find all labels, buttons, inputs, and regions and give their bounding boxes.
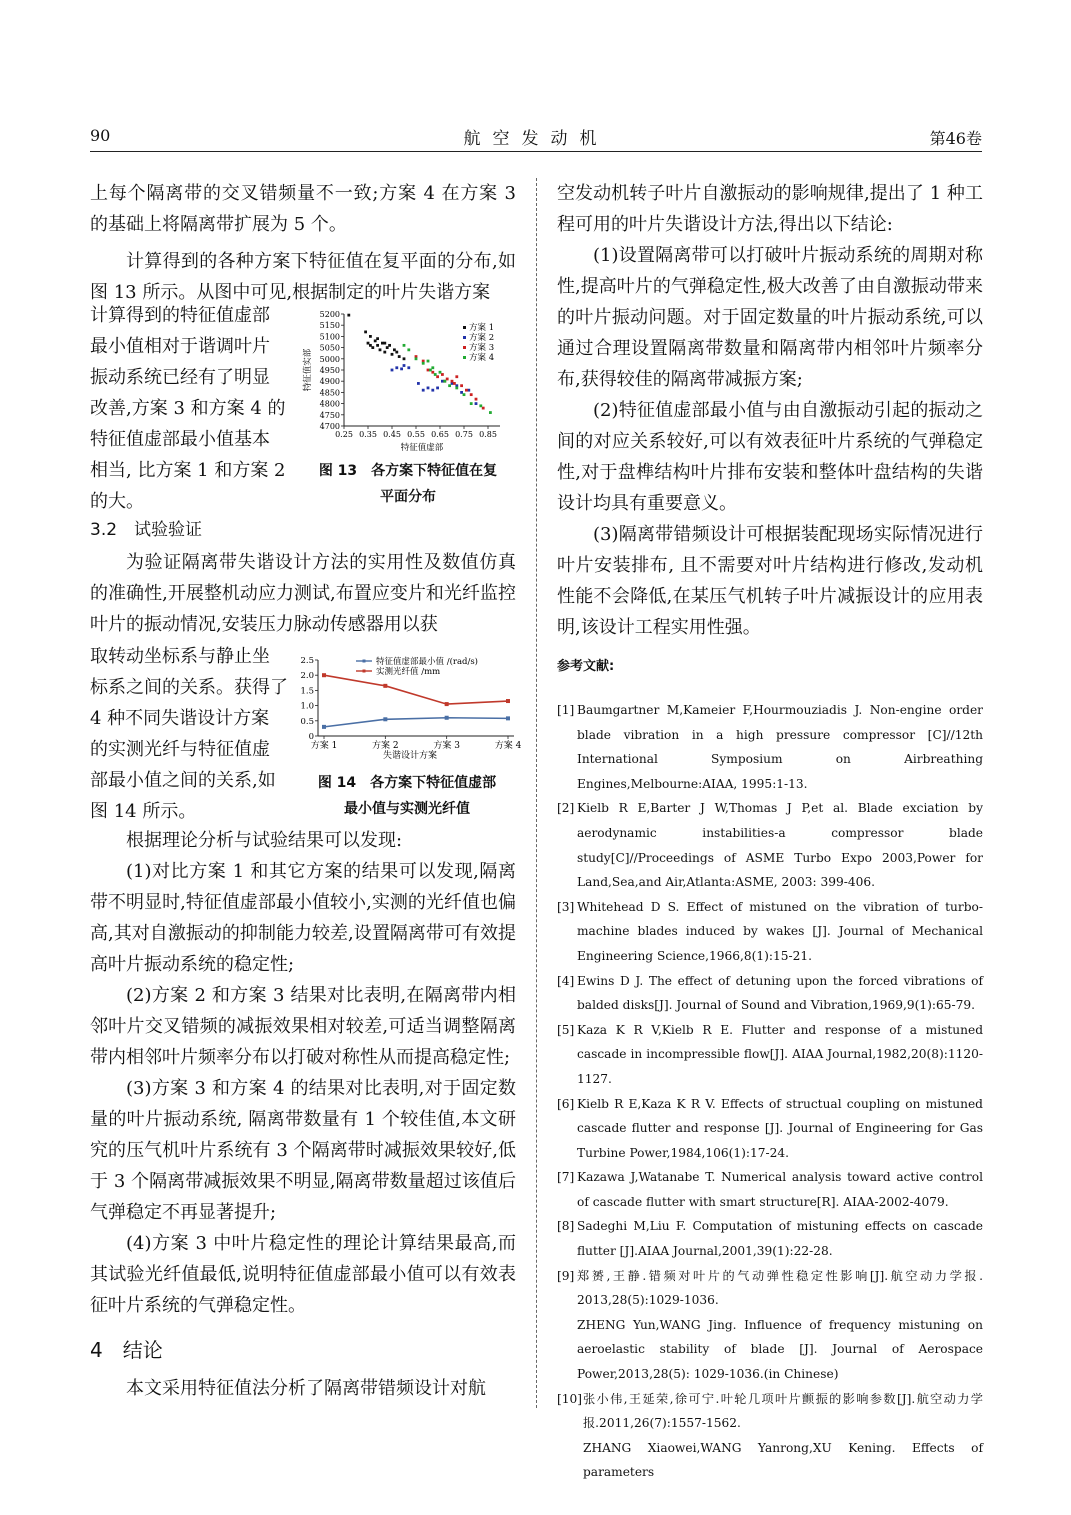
paragraph: 本文采用特征值法分析了隔离带错频设计对航 <box>126 1378 486 1399</box>
data-point <box>470 402 473 405</box>
y-tick-label: 5150 <box>319 321 340 331</box>
data-point <box>460 391 463 394</box>
data-point <box>415 357 418 360</box>
data-point <box>403 344 406 347</box>
caption-line: 图 14 各方案下特征值虚部 <box>317 775 497 791</box>
paragraph: (2)特征值虚部最小值与由自激振动引起的振动之间的对应关系较好,可以有效表征叶片系统的气弹稳定性,对于盘榫结构叶片排布安装和整体叶盘结构的失谐设计均具有重要意义。 <box>557 400 983 514</box>
legend-marker <box>363 670 366 673</box>
data-point <box>391 369 394 372</box>
reference-text <box>577 1214 983 1263</box>
x-tick-label: 0.25 <box>335 430 353 439</box>
x-tick-label: 方案 1 <box>310 741 338 751</box>
series-line <box>324 718 508 727</box>
data-point <box>443 380 446 383</box>
reference-text <box>577 698 983 796</box>
paragraph: (3)隔离带错频设计可根据装配现场实际情况进行叶片安装排布, 且不需要对叶片结构进行修改,发动机性能不会降低,在某压气机转子叶片减振设计的应用表明,该设计工程实用性强。 <box>557 524 983 638</box>
reference-item <box>557 895 983 969</box>
y-tick-label: 1.5 <box>300 686 314 697</box>
header-rule <box>90 151 982 152</box>
text-line: 的大。 <box>90 491 144 512</box>
reference-text-main: Whitehead D S. Effect of mistuned on the vibration of turbo-machine blades induced by wakes [J]. Journal of Mechanical Engineering Science,1966,8(1):15-21. <box>577 899 983 963</box>
text-line: 4 种不同失谐设计方案 <box>90 708 270 729</box>
reference-text <box>577 1018 983 1092</box>
y-tick-label: 5200 <box>319 310 340 319</box>
legend-label: 方案 2 <box>469 333 495 343</box>
paragraph: 计算得到的各种方案下特征值在复平面的分布,如图 13 所示。从图中可见,根据制定的叶片失谐方案 <box>90 251 516 303</box>
reference-number: [4] <box>557 973 575 988</box>
data-point <box>417 382 420 385</box>
x-tick-label: 0.65 <box>431 430 449 439</box>
reference-text-main: Baumgartner M,Kameier F,Hourmouziadis J. Non-engine order blade vibration in a high pressure compressor [C]//12th International Symposium on Airbreathing Engines,Melbourne:AIAA, 1995:1-13. <box>577 703 983 791</box>
y-tick-label: 4900 <box>319 377 340 387</box>
reference-number: [7] <box>557 1170 575 1185</box>
data-point <box>467 389 470 392</box>
reference-number: [8] <box>557 1219 575 1234</box>
data-point <box>383 342 386 345</box>
scatter-chart <box>300 308 516 460</box>
reference-number: [6] <box>557 1096 575 1111</box>
reference-text-main: Sadeghi M,Liu F. Computation of mistuning effects on cascade flutter [J].AIAA Journal,2001,39(1):22-28. <box>577 1219 983 1259</box>
data-point <box>455 375 458 378</box>
data-point <box>364 331 367 334</box>
reference-item <box>557 1018 983 1092</box>
data-point <box>451 380 454 383</box>
legend-marker <box>463 356 466 359</box>
legend-marker <box>363 660 366 663</box>
data-point <box>441 380 444 383</box>
data-point <box>465 389 468 392</box>
section-heading-4: 4 结论 <box>90 1338 163 1362</box>
text-line: 的实测光纤与特征值虚 <box>90 739 270 760</box>
journal-title: 航空发动机 <box>463 129 609 149</box>
reference-text-translation: ZHENG Yun,WANG Jing. Influence of frequency mistuning on aeroelastic stability of blade [J]. Journal of Aerospace Power,2013,28(5): 1029-1036.(in Chinese) <box>577 1317 983 1382</box>
data-point <box>374 339 377 342</box>
data-point <box>369 344 372 347</box>
legend-marker <box>463 336 466 339</box>
reference-text-translation: ZHANG Xiaowei,WANG Yanrong,XU Kening. Effects of parameters <box>583 1440 983 1480</box>
text-line: 相当, 比方案 1 和方案 2 <box>90 460 286 481</box>
y-tick-label: 2.5 <box>300 656 314 666</box>
data-point <box>455 387 458 390</box>
text-line: 振动系统已经有了明显 <box>90 367 270 388</box>
paragraph: (1)对比方案 1 和其它方案的结果可以发现,隔离带不明显时,特征值虚部最小值较小,实测的光纤值也偏高,其对自激振动的抑制能力较差,设置隔离带可有效提高叶片振动系统的稳定性; <box>90 861 516 975</box>
reference-text <box>583 1387 983 1485</box>
left-wrap-text-2 <box>90 641 296 827</box>
reference-item <box>557 796 983 894</box>
paragraph: 上每个隔离带的交叉错频量不一致;方案 4 在方案 3 的基础上将隔离带扩展为 5 个。 <box>90 183 516 235</box>
x-tick-label: 方案 2 <box>372 741 399 751</box>
reference-text-main: Kaza K R V,Kielb R E. Flutter and response of a mistuned cascade in incompressible flow[J]. AIAA Journal,1982,20(8):1120-1127. <box>577 1022 983 1086</box>
data-point <box>398 355 401 358</box>
paragraph: (1)设置隔离带可以打破叶片振动系统的周期对称性,提高叶片的气弹稳定性,极大改善了由自激振动带来的叶片振动问题。对于固定数量的叶片振动系统,可以通过合理设置隔离带数量和隔离带内相邻叶片频率分布,获得较佳的隔离带减振方案; <box>557 245 983 390</box>
y-axis-label: 特征值实部 <box>303 348 313 392</box>
y-tick-label: 4800 <box>319 399 340 409</box>
caption-line: 最小值与实测光纤值 <box>344 801 470 817</box>
data-point <box>407 348 410 351</box>
data-point <box>445 702 449 706</box>
text-line: 改善,方案 3 和方案 4 的 <box>90 398 286 419</box>
reference-item <box>557 1264 983 1387</box>
reference-number: [9] <box>557 1268 575 1283</box>
data-point <box>393 348 396 351</box>
section-heading-3-2: 3.2 试验验证 <box>90 520 203 540</box>
data-point <box>369 335 372 338</box>
column-divider <box>536 178 537 1408</box>
data-point <box>431 366 434 369</box>
data-point <box>381 342 384 345</box>
data-point <box>388 344 391 347</box>
y-tick-label: 5000 <box>319 354 340 364</box>
x-tick-label: 0.35 <box>359 430 377 439</box>
data-point <box>395 366 398 369</box>
paragraph: (4)方案 3 中叶片稳定性的理论计算结果最高,而其试验光纤值最低,说明特征值虚部最小值可以有效表征叶片系统的气弹稳定性。 <box>90 1233 516 1316</box>
y-tick-label: 1.0 <box>300 701 314 712</box>
text-line: 标系之间的关系。获得了 <box>90 677 288 698</box>
reference-number: [1] <box>557 703 575 717</box>
reference-text <box>577 895 983 969</box>
data-point <box>445 716 449 720</box>
reference-item <box>557 1165 983 1214</box>
figure-14 <box>296 650 522 822</box>
right-column <box>557 178 983 643</box>
data-point <box>371 346 374 349</box>
y-tick-label: 4850 <box>319 388 340 398</box>
data-point <box>376 337 379 340</box>
data-point <box>431 389 434 392</box>
data-point <box>448 384 451 387</box>
legend-label: 特征值虚部最小值 /(rad/s) <box>376 657 478 667</box>
reference-text <box>577 1264 983 1387</box>
left-wrap-text-1 <box>90 300 296 517</box>
reference-item <box>557 1387 983 1485</box>
left-column-3 <box>90 825 516 1404</box>
data-point <box>386 346 389 349</box>
y-tick-label: 2.0 <box>300 671 314 682</box>
x-tick-label: 0.45 <box>383 430 401 439</box>
data-point <box>422 389 425 392</box>
y-tick-label: 5100 <box>319 332 340 342</box>
data-point <box>322 673 326 677</box>
data-point <box>422 362 425 365</box>
data-point <box>367 342 370 345</box>
data-point <box>479 404 482 407</box>
data-point <box>427 360 430 363</box>
data-point <box>506 716 510 720</box>
reference-text <box>577 1092 983 1166</box>
text-line: 部最小值之间的关系,如 <box>90 770 276 791</box>
figure-13 <box>300 308 516 510</box>
legend-label: 实测光纤值 /mm <box>376 667 441 677</box>
x-axis-label: 特征值虚部 <box>400 443 444 453</box>
y-tick-label: 4750 <box>319 410 340 420</box>
data-point <box>376 344 379 347</box>
data-point <box>391 353 394 356</box>
data-point <box>427 387 430 390</box>
legend-marker <box>463 326 466 329</box>
page-number: 90 <box>90 126 111 145</box>
paragraph: 为验证隔离带失谐设计方法的实用性及数值仿真的准确性,开展整机动应力测试,布置应变片和光纤监控叶片的振动情况,安装压力脉动传感器用以获 <box>90 552 516 635</box>
line-chart <box>296 650 522 768</box>
text-line: 特征值虚部最小值基本 <box>90 429 270 450</box>
left-column-2 <box>90 515 516 640</box>
y-tick-label: 0 <box>308 732 314 742</box>
reference-text <box>577 796 983 894</box>
data-point <box>482 407 485 410</box>
x-axis-label: 失谐设计方案 <box>382 751 438 761</box>
figure-14-caption <box>296 770 518 822</box>
reference-text-main: 郑赟,王静.错频对叶片的气动弹性稳定性影响[J].航空动力学报. 2013,28(5):1029-1036. <box>577 1268 983 1308</box>
text-line: 最小值相对于谐调叶片 <box>90 336 270 357</box>
data-point <box>460 384 463 387</box>
reference-text-main: Ewins D J. The effect of detuning upon the forced vibrations of balded disks[J]. Journal of Sound and Vibration,1969,9(1):65-79. <box>577 973 983 1013</box>
reference-number: [10] <box>557 1391 583 1406</box>
legend-label: 方案 3 <box>469 343 495 353</box>
text-line: 计算得到的特征值虚部 <box>90 305 270 326</box>
y-tick-label: 5050 <box>319 343 340 353</box>
data-point <box>429 369 432 372</box>
data-point <box>441 373 444 376</box>
data-point <box>453 382 456 385</box>
data-point <box>403 364 406 367</box>
data-point <box>489 411 492 414</box>
reference-item <box>557 1092 983 1166</box>
data-point <box>379 348 382 351</box>
paragraph: (2)方案 2 和方案 3 结果对比表明,在隔离带内相邻叶片交叉错频的减振效果相对较差,可适当调整隔离带内相邻叶片频率分布以打破对称性从而提高稳定性; <box>90 985 516 1068</box>
data-point <box>403 357 406 360</box>
y-tick-label: 4700 <box>319 422 340 431</box>
data-point <box>395 351 398 354</box>
running-header <box>90 124 982 150</box>
data-point <box>400 367 403 370</box>
reference-text <box>577 1165 983 1214</box>
data-point <box>383 684 387 688</box>
x-tick-label: 方案 3 <box>433 741 460 751</box>
data-point <box>439 371 442 374</box>
data-point <box>383 717 387 721</box>
paragraph: (3)方案 3 和方案 4 的结果对比表明,对于固定数量的叶片振动系统, 隔离带数量有 1 个较佳值,本文研究的压气机叶片系统有 3 个隔离带时减振效果较好,低于 3 个隔离带减振效果不明显,隔离带数量超过该值后气弹稳定不再显著提升; <box>90 1078 516 1223</box>
y-tick-label: 4950 <box>319 366 340 375</box>
references-title: 参考文献: <box>557 659 615 674</box>
reference-text-main: Kazawa J,Watanabe T. Numerical analysis toward active control of cascade flutter with smart structure[R]. AIAA-2002-4079. <box>577 1170 983 1209</box>
figure-13-caption <box>300 458 516 510</box>
left-column <box>90 178 516 308</box>
volume-label: 第46卷 <box>929 129 982 148</box>
data-point <box>463 393 466 396</box>
reference-text-main: Kielb R E,Kaza K R V. Effects of structual coupling on mistuned cascade flutter and response [J]. Journal of Engineering for Gas Turbine Power,1984,106(1):17-24. <box>577 1096 983 1160</box>
caption-line: 平面分布 <box>380 489 436 505</box>
reference-number: [3] <box>557 899 575 914</box>
data-point <box>446 378 449 381</box>
reference-list <box>557 698 983 1485</box>
series-line <box>324 675 508 704</box>
reference-item <box>557 1214 983 1263</box>
legend-marker <box>463 346 466 349</box>
data-point <box>475 402 478 405</box>
x-tick-label: 0.55 <box>407 430 425 439</box>
reference-text <box>577 969 983 1018</box>
reference-number: [5] <box>557 1022 575 1037</box>
data-point <box>470 393 473 396</box>
reference-item <box>557 969 983 1018</box>
data-point <box>436 387 439 390</box>
data-point <box>434 373 437 376</box>
x-tick-label: 0.85 <box>479 430 497 439</box>
text-line: 图 14 所示。 <box>90 801 197 822</box>
y-tick-label: 0.5 <box>300 716 314 727</box>
reference-text-main: Kielb R E,Barter J W,Thomas J P,et al. Blade exciation by aerodynamic instabilities-a compressor blade study[C]//Proceedings of ASME Turbo Expo 2003,Power for Land,Sea,and Air,Atlanta:ASME, 2003: 399-406. <box>577 801 983 890</box>
x-tick-label: 方案 4 <box>494 741 522 751</box>
paragraph: 根据理论分析与试验结果可以发现: <box>126 830 403 851</box>
data-point <box>322 725 326 729</box>
reference-number: [2] <box>557 801 575 816</box>
data-point <box>431 371 434 374</box>
data-point <box>383 351 386 354</box>
data-point <box>475 398 478 401</box>
text-line: 取转动坐标系与静止坐 <box>90 646 270 667</box>
data-point <box>436 375 439 378</box>
data-point <box>506 699 510 703</box>
legend-label: 方案 1 <box>469 323 495 333</box>
x-tick-label: 0.75 <box>455 430 473 439</box>
data-point <box>427 369 430 372</box>
legend-label: 方案 4 <box>469 353 495 363</box>
data-point <box>407 366 410 369</box>
caption-line: 图 13 各方案下特征值在复 <box>318 463 498 479</box>
data-point <box>347 314 350 317</box>
paragraph: 空发动机转子叶片自激振动的影响规律,提出了 1 种工程可用的叶片失谐设计方法,得出以下结论: <box>557 183 983 235</box>
reference-item <box>557 698 983 796</box>
reference-text-main: 张小伟,王延荣,徐可宁.叶轮几项叶片颤振的影响参数[J].航空动力学报.2011,26(7):1557-1562. <box>583 1391 983 1431</box>
